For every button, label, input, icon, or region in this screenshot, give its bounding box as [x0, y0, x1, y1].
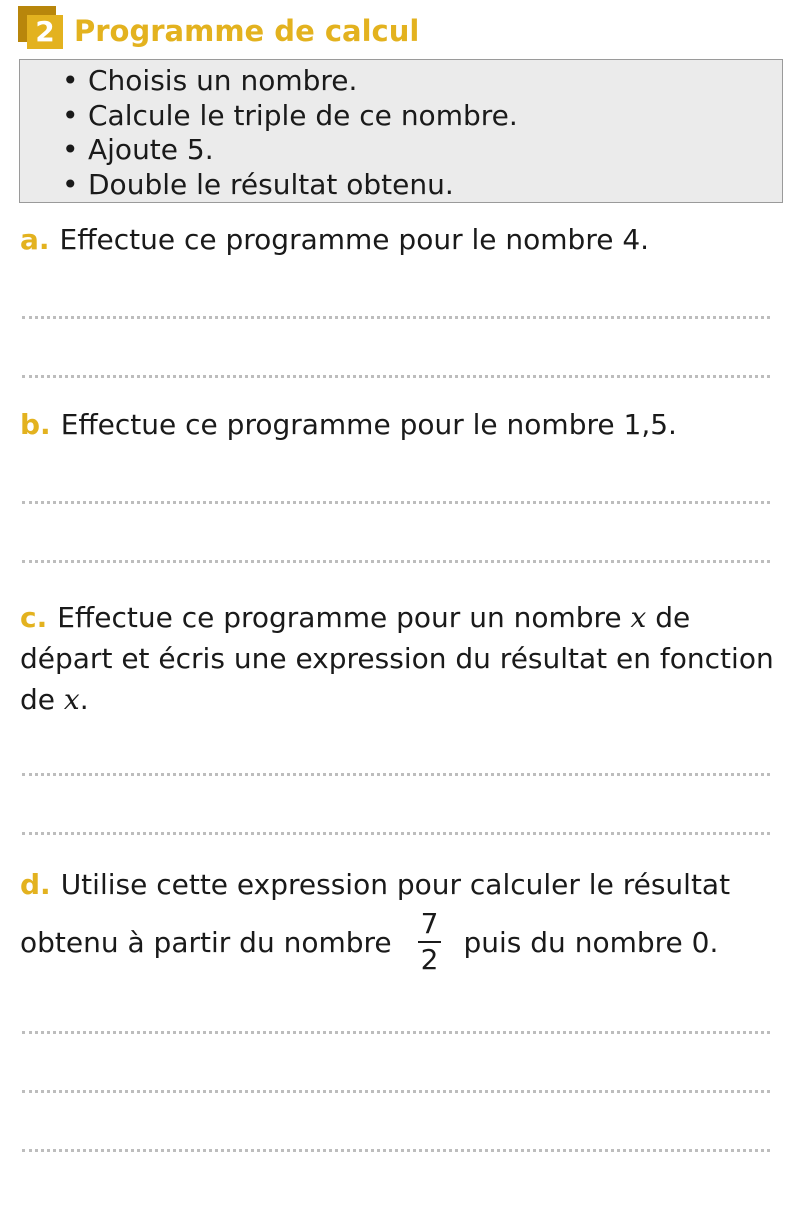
- question-letter: a.: [20, 223, 50, 256]
- bullet-icon: •: [62, 98, 79, 132]
- question-text: Utilise cette expression pour calculer le résultat obtenu à partir du nombre: [20, 868, 731, 959]
- answer-line[interactable]: [22, 1031, 770, 1034]
- program-step-text: Choisis un nombre.: [88, 64, 358, 97]
- bullet-icon: •: [62, 133, 79, 166]
- bullet-icon: •: [62, 167, 79, 201]
- answer-line[interactable]: [22, 375, 770, 378]
- question-text: .: [79, 683, 89, 716]
- exercise-number-badge: [18, 6, 64, 50]
- question-text: Effectue ce programme pour le nombre 4.: [59, 223, 650, 256]
- bullet-icon: •: [62, 64, 79, 97]
- fraction-seven-halves: [418, 907, 442, 977]
- answer-line[interactable]: [22, 773, 770, 776]
- program-step-text: Calcule le triple de ce nombre.: [88, 98, 518, 132]
- variable-x: x: [630, 601, 647, 634]
- exercise-number: 2: [27, 15, 63, 49]
- question-letter: d.: [20, 868, 51, 901]
- question-c: [20, 597, 780, 720]
- variable-x: x: [63, 683, 80, 716]
- answer-line[interactable]: [22, 1090, 770, 1093]
- question-text: Effectue ce programme pour un nombre: [57, 601, 622, 634]
- question-letter: c.: [20, 601, 48, 634]
- question-text: de départ et écris une expression du résultat en fonction de: [20, 601, 774, 716]
- program-steps: [62, 64, 518, 202]
- exercise-title: Programme de calcul: [74, 14, 420, 48]
- answer-line[interactable]: [22, 316, 770, 319]
- program-box: [19, 59, 783, 203]
- answer-line[interactable]: [22, 1149, 770, 1152]
- question-letter: b.: [20, 408, 51, 441]
- fraction-denominator: 2: [418, 941, 442, 977]
- program-step: [62, 168, 518, 203]
- program-step-text: Ajoute 5.: [88, 133, 214, 166]
- answer-line[interactable]: [22, 832, 770, 835]
- answer-line[interactable]: [22, 501, 770, 504]
- question-d: [20, 861, 780, 979]
- program-step: [62, 64, 518, 99]
- program-step: [62, 133, 518, 168]
- fraction-numerator: 7: [420, 907, 439, 940]
- answer-line[interactable]: [22, 560, 770, 563]
- question-text: Effectue ce programme pour le nombre 1,5.: [60, 408, 677, 441]
- program-step: [62, 99, 518, 134]
- program-step-text: Double le résultat obtenu.: [88, 167, 454, 201]
- question-b: [20, 404, 780, 446]
- question-text: puis du nombre 0.: [463, 926, 719, 959]
- question-a: [20, 219, 780, 261]
- exercise-header: [18, 6, 778, 54]
